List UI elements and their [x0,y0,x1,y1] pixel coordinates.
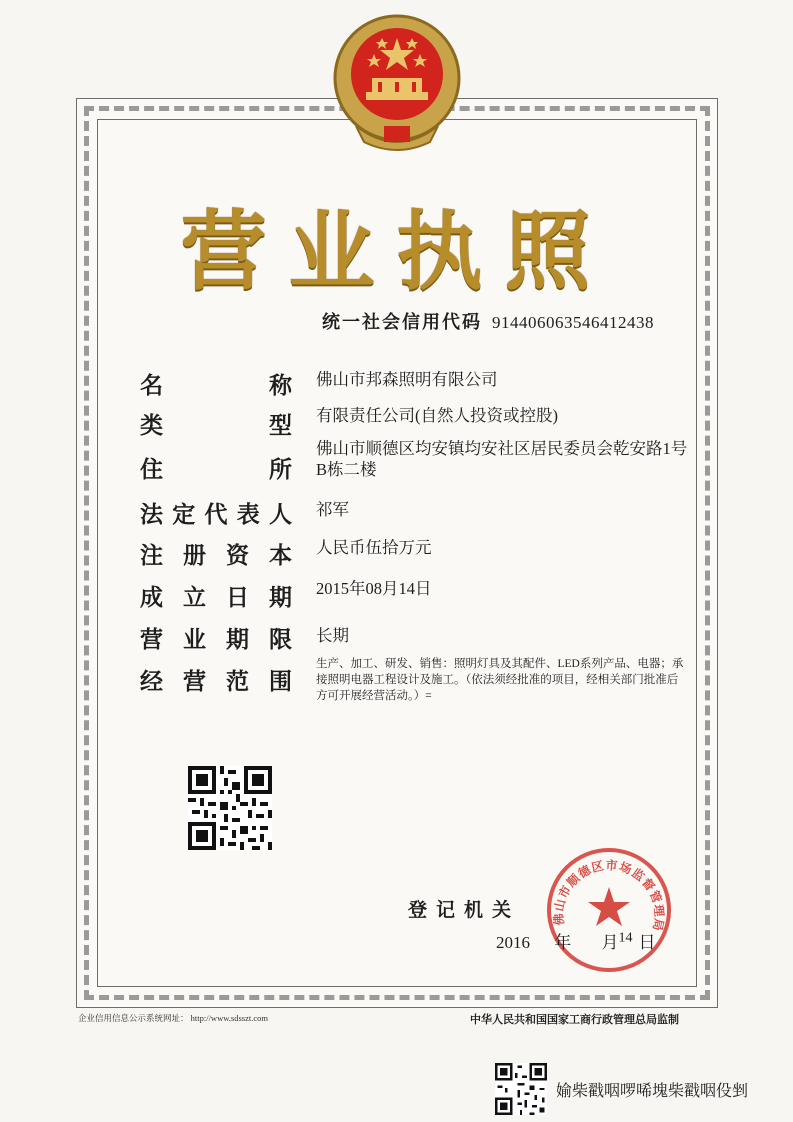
label-char: 型 [269,413,292,439]
label-char: 围 [269,669,292,695]
label-establishment-date [140,579,292,612]
label-char: 名 [140,373,163,399]
label-char: 资 [226,543,249,569]
label-char: 营 [140,627,163,653]
footer-supervisor: 中华人民共和国国家工商行政管理总局监制 [470,1013,679,1026]
label-name [140,367,292,400]
label-char: 经 [140,669,163,695]
credit-code-row [322,308,654,334]
label-type [140,407,292,440]
label-char: 限 [269,627,292,653]
qr-code-icon [188,766,272,850]
value-establishment-date: 2015年08月14日 [316,579,432,598]
issue-day-unit: 日 [638,933,656,952]
label-char: 所 [269,457,292,483]
label-char: 代 [204,502,228,528]
issue-date [496,928,656,953]
credit-code-label: 统一社会信用代码 [322,312,482,333]
value-business-scope: 生产、加工、研发、销售：照明灯具及其配件、LED系列产品、电器；承接照明电器工程设计及施工。（依法须经批准的项目，经相关部门批准后方可开展经营活动。）= [316,658,684,702]
footer-website: 企业信用信息公示系统网址： http://www.sdsszt.com [78,1013,268,1023]
label-char: 立 [183,585,206,611]
label-char: 期 [269,585,292,611]
value-address: 佛山市顺德区均安镇均安社区居民委员会乾安路1号B栋二楼 [316,439,688,479]
label-char: 成 [140,585,163,611]
watermark-caption: 媮柴戳咽啰唏塊柴戳咽伇剉 [556,1081,749,1100]
label-char: 业 [183,627,206,653]
svg-text:佛山市顺德区市场监督管理局: 佛山市顺德区市场监督管理局 [551,858,667,933]
label-char: 营 [183,669,206,695]
value-legal-representative: 祁军 [316,500,349,519]
label-char: 表 [236,502,260,528]
value-registered-capital: 人民币伍拾万元 [316,538,432,557]
label-registered-capital [140,537,292,570]
value-company-type: 有限责任公司(自然人投资或控股) [316,406,558,425]
document-title: 营业执照 [180,201,613,302]
issue-month-unit: 月 [601,933,619,952]
label-char: 称 [269,373,292,399]
value-company-name: 佛山市邦森照明有限公司 [316,370,498,389]
label-char: 日 [226,585,249,611]
label-char: 本 [269,543,292,569]
label-char: 法 [140,502,163,528]
label-char: 册 [183,543,206,569]
label-legal-representative [140,496,292,529]
value-business-term: 长期 [316,626,349,645]
label-char: 注 [140,543,163,569]
issue-year-unit: 年 [554,933,572,952]
label-char: 定 [172,502,196,528]
label-business-scope [140,663,292,696]
credit-code-value: 914406063546412438 [492,313,654,332]
issue-year: 2016 [496,933,530,952]
label-char: 期 [226,627,249,653]
label-char: 住 [140,457,163,483]
label-address [140,451,292,484]
official-seal-icon [544,845,674,975]
watermark-qr-icon [495,1063,547,1115]
issue-day: 14 [618,930,633,946]
label-char: 人 [269,502,292,528]
label-char: 类 [140,413,163,439]
label-business-term [140,621,292,654]
label-char: 范 [226,669,249,695]
national-emblem-icon [326,8,468,158]
registration-authority-label: 登记机关 [408,899,521,921]
